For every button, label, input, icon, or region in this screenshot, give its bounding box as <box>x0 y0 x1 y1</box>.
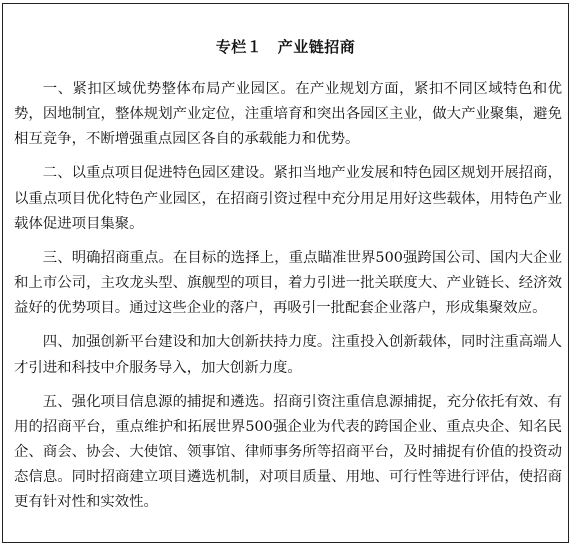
box-title: 专栏１ 产业链招商 <box>215 38 356 56</box>
paragraph-5: 五、强化项目信息源的捕捉和遴选。招商引资注重信息源捕捉，充分依托有效、有用的招商平台，重点维护和拓展世界500强企业为代表的跨国企业、重点央企、知名民企、商会、协会、大使馆、领事馆、律师事务所等招商平台，及时捕捉有价值的投资动态信息。同时招商建立项目遴选机制，对项目质量、用地、可行性等进行评估，使招商更有针对性和实效性。 <box>14 393 562 511</box>
paragraph-1: 一、紧扣区域优势整体布局产业园区。在产业规划方面，紧扣不同区域特色和优势，因地制宜，整体规划产业定位，注重培育和突出各园区主业，做大产业聚集，避免相互竞争，不断增强重点园区各自的承载能力和优势。 <box>14 81 562 148</box>
sidebar-box <box>2 3 569 543</box>
paragraph-3: 三、明确招商重点。在目标的选择上，重点瞄准世界500强跨国公司、国内大企业和上市公司，主攻龙头型、旗舰型的项目，着力引进一批关联度大、产业链长、经济效益好的优势项目。通过这些企业的落户，再吸引一批配套企业落户，形成集聚效应。 <box>14 249 562 317</box>
box-content <box>14 77 562 524</box>
paragraph-2: 二、以重点项目促进特色园区建设。紧扣当地产业发展和特色园区规划开展招商，以重点项目优化特色产业园区，在招商引资过程中充分用足用好这些载体，用特色产业载体促进项目集聚。 <box>14 165 562 232</box>
paragraph-4: 四、加强创新平台建设和加大创新扶持力度。注重投入创新载体，同时注重高端人才引进和科技中介服务导入，加大创新力度。 <box>14 334 562 376</box>
